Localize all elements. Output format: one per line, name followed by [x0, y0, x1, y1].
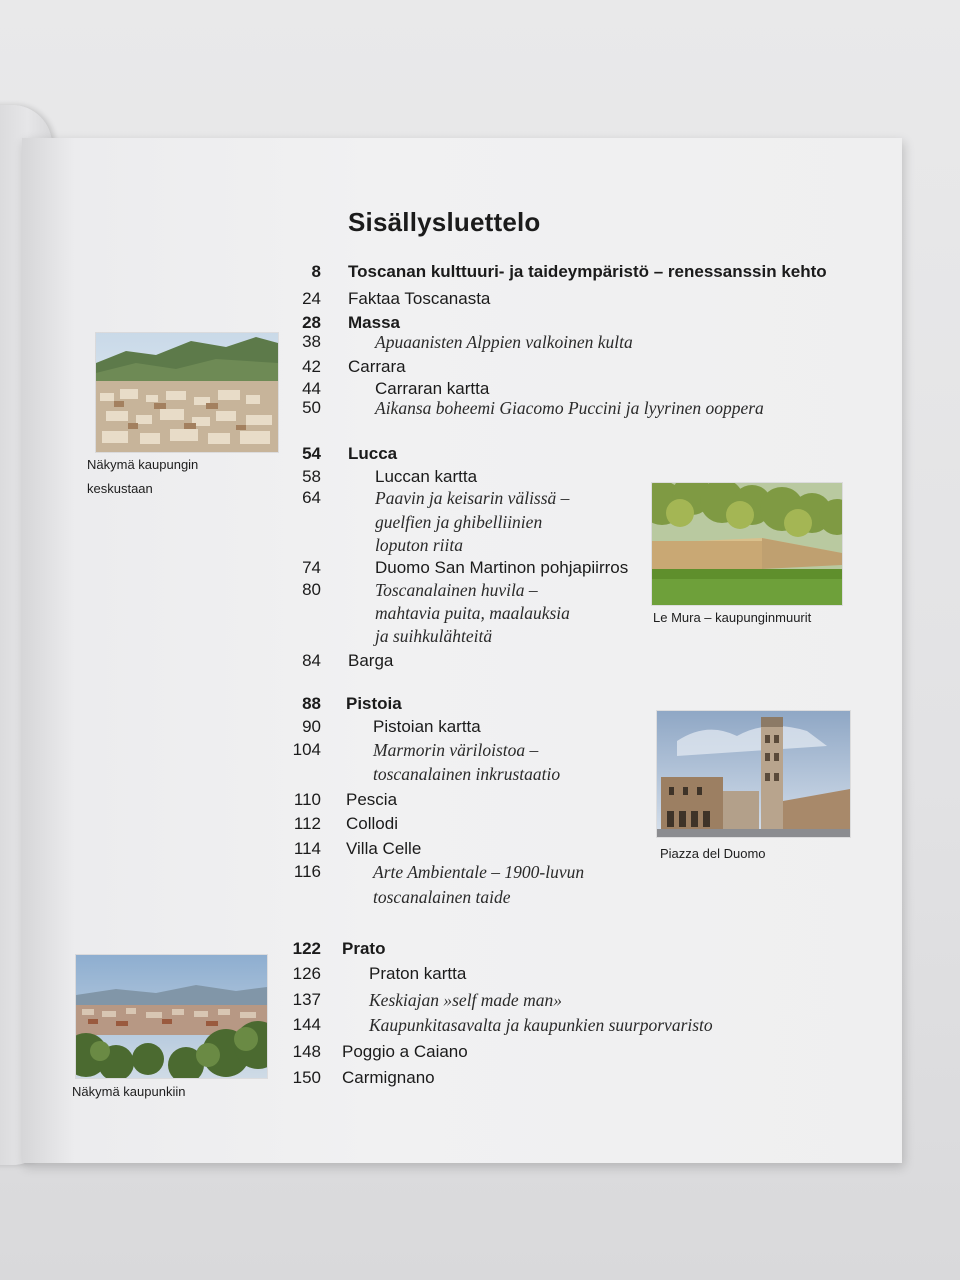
toc-entry-title: Aikansa boheemi Giacomo Puccini ja lyyrinen ooppera: [375, 398, 764, 418]
city-panorama-image: [76, 955, 267, 1078]
toc-entry-title: Pescia: [346, 790, 398, 809]
toc-entry-title: Lucca: [348, 444, 398, 463]
toc-page-number: 24: [302, 289, 321, 308]
city-aerial-image: [96, 333, 278, 452]
toc-entry: [0, 887, 900, 911]
toc-page-number: 84: [302, 651, 321, 670]
toc-page-number: 54: [302, 444, 321, 463]
toc-page-number: 42: [302, 357, 321, 376]
caption-pistoia: Piazza del Duomo: [660, 846, 766, 861]
caption-lucca: Le Mura – kaupunginmuurit: [653, 610, 812, 625]
toc-entry-title: loputon riita: [375, 535, 463, 555]
toc-entry: [0, 262, 900, 286]
photo-prato-view: [76, 955, 267, 1078]
toc-page-number: 126: [292, 964, 321, 983]
caption-massa: [87, 453, 198, 501]
toc-entry-title: mahtavia puita, maalauksia: [375, 603, 570, 623]
toc-page-number: 44: [302, 379, 321, 398]
toc-page-number: 110: [293, 790, 321, 809]
caption-massa-line1: Näkymä kaupungin: [87, 457, 199, 472]
toc-entry-title: Carmignano: [342, 1068, 435, 1087]
toc-entry-title: Pistoian kartta: [373, 717, 481, 736]
toc-page-number: 90: [302, 717, 321, 736]
toc-entry-title: ja suihkulähteitä: [375, 626, 493, 646]
toc-entry-title: Keskiajan »self made man»: [369, 990, 562, 1010]
toc-entry: [0, 651, 900, 675]
toc-entry-title: Arte Ambientale – 1900-luvun: [373, 862, 585, 882]
toc-page-number: 104: [292, 740, 321, 759]
toc-entry-title: Toscanalainen huvila –: [375, 580, 538, 600]
toc-entry-title: Paavin ja keisarin välissä –: [375, 488, 570, 508]
toc-page-number: 38: [302, 332, 321, 351]
toc-entry-title: Praton kartta: [369, 964, 467, 983]
page-title: Sisällysluettelo: [348, 207, 541, 237]
toc-entry-title: Toscanan kulttuuri- ja taideympäristö – renessanssin kehto: [348, 262, 827, 281]
toc-entry-title: Faktaa Toscanasta: [348, 289, 491, 308]
toc-page-number: 137: [292, 990, 321, 1009]
toc-page-number: 112: [293, 814, 321, 833]
toc-entry-title: Barga: [348, 651, 394, 670]
toc-entry-title: toscanalainen inkrustaatio: [373, 764, 561, 784]
toc-entry-title: guelfien ja ghibelliinien: [375, 512, 543, 532]
toc-page-number: 8: [311, 262, 321, 281]
toc-page-number: 64: [302, 488, 321, 507]
photo-massa-city-view: [96, 333, 278, 452]
toc-page-number: 58: [302, 467, 321, 486]
toc-page-number: 88: [302, 694, 321, 713]
photo-lucca-walls: [652, 483, 842, 605]
toc-page-number: 50: [302, 398, 321, 417]
photo-pistoia-piazza: [657, 711, 850, 837]
toc-entry: [0, 289, 900, 313]
toc-entry-title: Carrara: [348, 357, 406, 376]
piazza-duomo-image: [657, 711, 850, 837]
toc-entry-title: Prato: [342, 939, 386, 958]
toc-entry-title: Massa: [348, 313, 400, 332]
toc-entry-title: toscanalainen taide: [373, 887, 511, 907]
caption-prato: Näkymä kaupunkiin: [72, 1084, 186, 1099]
toc-entry-title: Collodi: [346, 814, 398, 833]
toc-entry-title: Pistoia: [346, 694, 402, 713]
toc-page-number: 28: [302, 313, 321, 332]
toc-page-number: 144: [292, 1015, 321, 1034]
toc-page-number: 74: [302, 558, 321, 577]
toc-page-number: 150: [292, 1068, 321, 1087]
toc-entry-title: Marmorin väriloistoa –: [373, 740, 539, 760]
toc-page-number: 116: [293, 862, 321, 881]
toc-page-number: 122: [292, 939, 321, 958]
caption-massa-line2: keskustaan: [87, 481, 153, 496]
toc-entry-title: Carraran kartta: [375, 379, 490, 398]
toc-entry-title: Villa Celle: [346, 839, 422, 858]
toc-entry-title: Duomo San Martinon pohjapiirros: [375, 558, 629, 577]
toc-entry-title: Luccan kartta: [375, 467, 478, 486]
toc-entry-title: Apuaanisten Alppien valkoinen kulta: [375, 332, 633, 352]
toc-page-number: 148: [292, 1042, 321, 1061]
toc-entry-title: Kaupunkitasavalta ja kaupunkien suurporvaristo: [369, 1015, 713, 1035]
toc-page-number: 80: [302, 580, 321, 599]
toc-page-number: 114: [293, 839, 321, 858]
city-walls-image: [652, 483, 842, 605]
toc-entry-title: Poggio a Caiano: [342, 1042, 468, 1061]
